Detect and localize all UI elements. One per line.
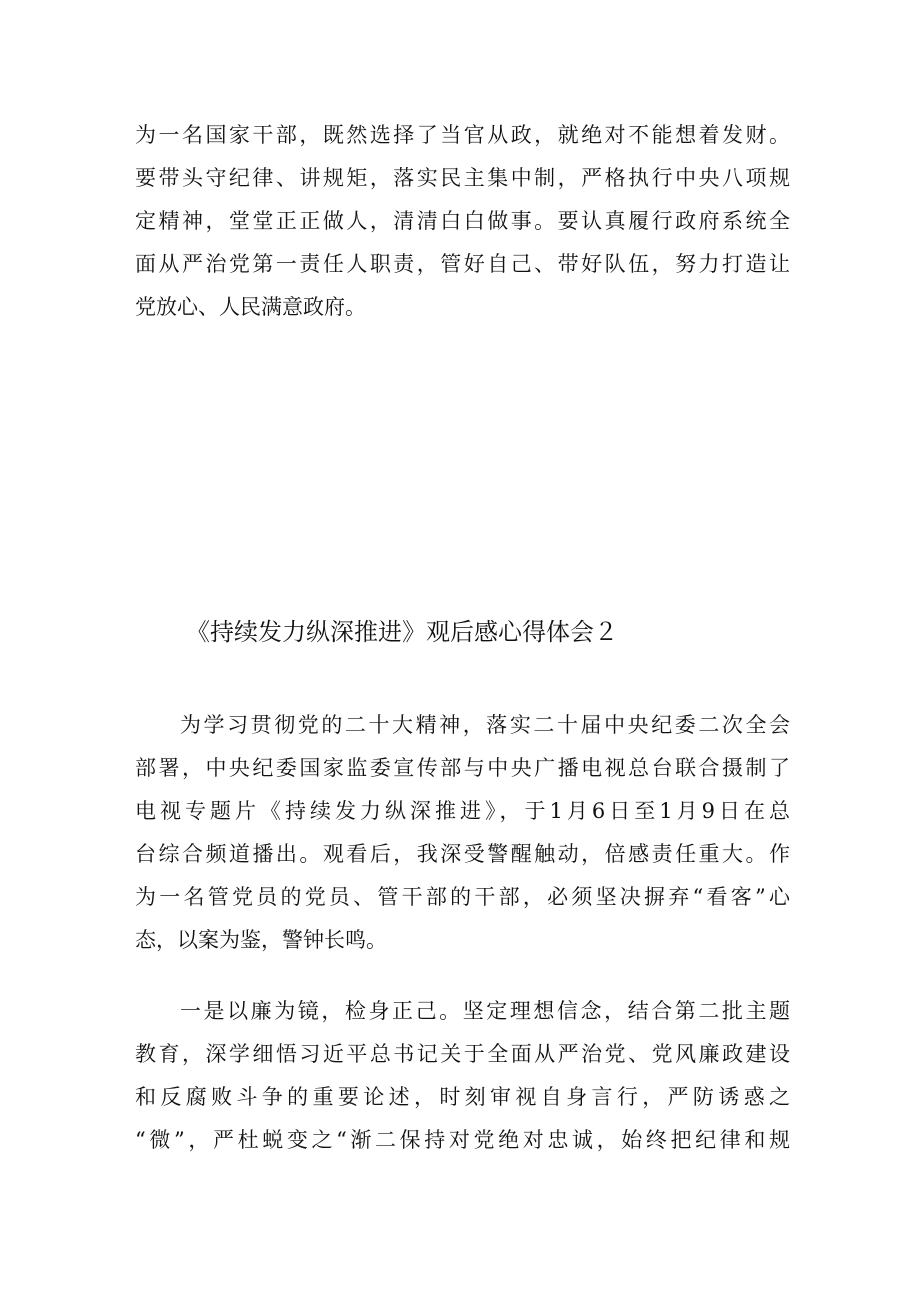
text-line: 和反腐败斗争的重要论述，时刻审视自身言行，严防诱惑之 (135, 1085, 790, 1109)
text-line: 态，以案为鉴，警钟长鸣。 (135, 928, 387, 952)
text-line: 党放心、人民满意政府。 (135, 295, 366, 319)
text-line: “微”，严杜蜕变之“渐二保持对党绝对忠诚，始终把纪律和规 (135, 1128, 790, 1152)
text-line: 台综合频道播出。观看后，我深受警醒触动，倍感责任重大。作 (135, 842, 790, 866)
paragraph-point-one (135, 990, 790, 1162)
previous-section-text (135, 114, 790, 329)
text-line: 为学习贯彻党的二十大精神，落实二十届中央纪委二次全会 (180, 713, 790, 737)
text-line: 面从严治党第一责任人职责，管好自己、带好队伍，努力打造让 (135, 252, 790, 276)
section-title: 《持续发力纵深推进》观后感心得体会２ (186, 618, 618, 646)
text-line: 为一名国家干部，既然选择了当官从政，就绝对不能想着发财。 (135, 123, 790, 147)
text-line: 要带头守纪律、讲规矩，落实民主集中制，严格执行中央八项规 (135, 166, 790, 190)
text-line: 教育，深学细悟习近平总书记关于全面从严治党、党风廉政建设 (135, 1042, 790, 1066)
paragraph-intro (135, 704, 790, 962)
text-line: 定精神，堂堂正正做人，清清白白做事。要认真履行政府系统全 (135, 209, 790, 233)
text-line: 部署，中央纪委国家监委宣传部与中央广播电视总台联合摄制了 (135, 756, 790, 780)
text-line: 为一名管党员的党员、管干部的干部，必须坚决摒弃“看客”心 (135, 885, 790, 909)
text-line: 电视专题片《持续发力纵深推进》，于1月6日至1月9日在总 (135, 799, 790, 823)
text-line: 一是以廉为镜，检身正己。坚定理想信念，结合第二批主题 (180, 999, 790, 1023)
